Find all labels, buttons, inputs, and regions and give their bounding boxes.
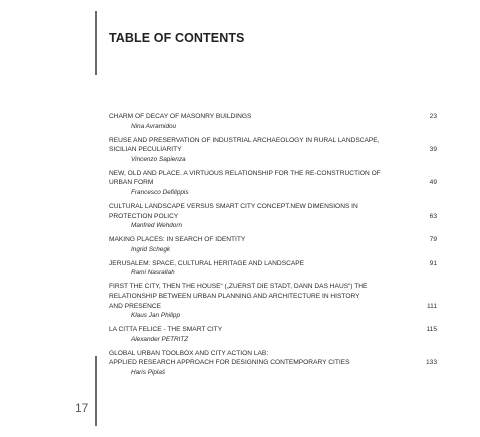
toc-entry-title: CHARM OF DECAY OF MASONRY BUILDINGS [109, 113, 252, 120]
toc-entry-title: MAKING PLACES: IN SEARCH OF IDENTITY [109, 236, 246, 244]
toc-entry-title: CULTURAL LANDSCAPE VERSUS SMART CITY CONCEPT.NEW DIMENSIONS IN PROTECTION POLICY [109, 202, 358, 220]
toc-entry [109, 235, 437, 254]
toc-entry-title: GLOBAL URBAN TOOLBOX AND CITY ACTION LAB: APPLIED RESEARCH APPROACH FOR DESIGNING CONTEMPORARY CITIES [109, 349, 350, 367]
toc-entry-author: Klaus Jan Philipp [131, 312, 181, 320]
toc-entry-title: JERUSALEM: SPACE, CULTURAL HERITAGE AND LANDSCAPE [109, 259, 305, 267]
toc-entry [109, 349, 437, 377]
toc-entry-title: NEW, OLD AND PLACE. A VIRTUOUS RELATIONSHIP FOR THE RE-CONSTRUCTION OF URBAN FORM [109, 169, 381, 187]
toc-entry [109, 169, 437, 197]
toc-entry [109, 282, 437, 320]
toc-entry [109, 325, 437, 344]
toc-entry-page-number: 91 [429, 259, 437, 267]
toc-entry [109, 202, 437, 230]
toc-entry-author: Alexander PETRITZ [131, 335, 189, 343]
toc-entry [109, 112, 437, 131]
toc-entry-author: Vincenzo Sapienza [131, 155, 186, 163]
toc-entry-page-number: 63 [429, 212, 437, 220]
toc-entry-page-number: 23 [429, 113, 437, 120]
toc-entry-page-number: 39 [429, 146, 437, 154]
toc-entry-author: Nina Avramidou [131, 122, 177, 130]
toc-entry [109, 259, 437, 278]
toc-entry-title: FIRST THE CITY, THEN THE HOUSE“ („ZUERST DIE STADT, DANN DAS HAUS“) THE RELATIONSHIP BETWEEN URBAN PLANNING AND ARCHITECTURE IN HISTORY AND PRESENCE [109, 283, 368, 310]
toc-entry-author: Rami Nasrallah [131, 269, 175, 277]
toc-entry-page-number: 79 [429, 236, 437, 244]
toc-entry-author: Haris Piplaš [131, 368, 166, 376]
toc-entry-title: REUSE AND PRESERVATION OF INDUSTRIAL ARCHAEOLOGY IN RURAL LANDSCAPE, SICILIAN PECULIARITY [109, 136, 380, 154]
footer-vertical-rule [95, 356, 97, 426]
toc-entry-page-number: 49 [429, 179, 437, 187]
toc-entry-page-number: 111 [426, 302, 437, 310]
table-of-contents [109, 112, 437, 382]
toc-entry [109, 136, 437, 164]
toc-entry-page-number: 115 [426, 326, 437, 334]
header-vertical-rule [95, 11, 97, 75]
toc-entry-title: LA CITTA FELICE - THE SMART CITY [109, 326, 223, 334]
toc-entry-author: Manfred Wehdorn [131, 222, 183, 230]
page-title: TABLE OF CONTENTS [109, 31, 245, 45]
toc-entry-page-number: 133 [425, 359, 437, 367]
toc-entry-author: Francesco Defilippis [131, 188, 189, 196]
toc-entry-author: Ingrid Schegk [131, 245, 171, 253]
page-number: 17 [75, 401, 89, 415]
